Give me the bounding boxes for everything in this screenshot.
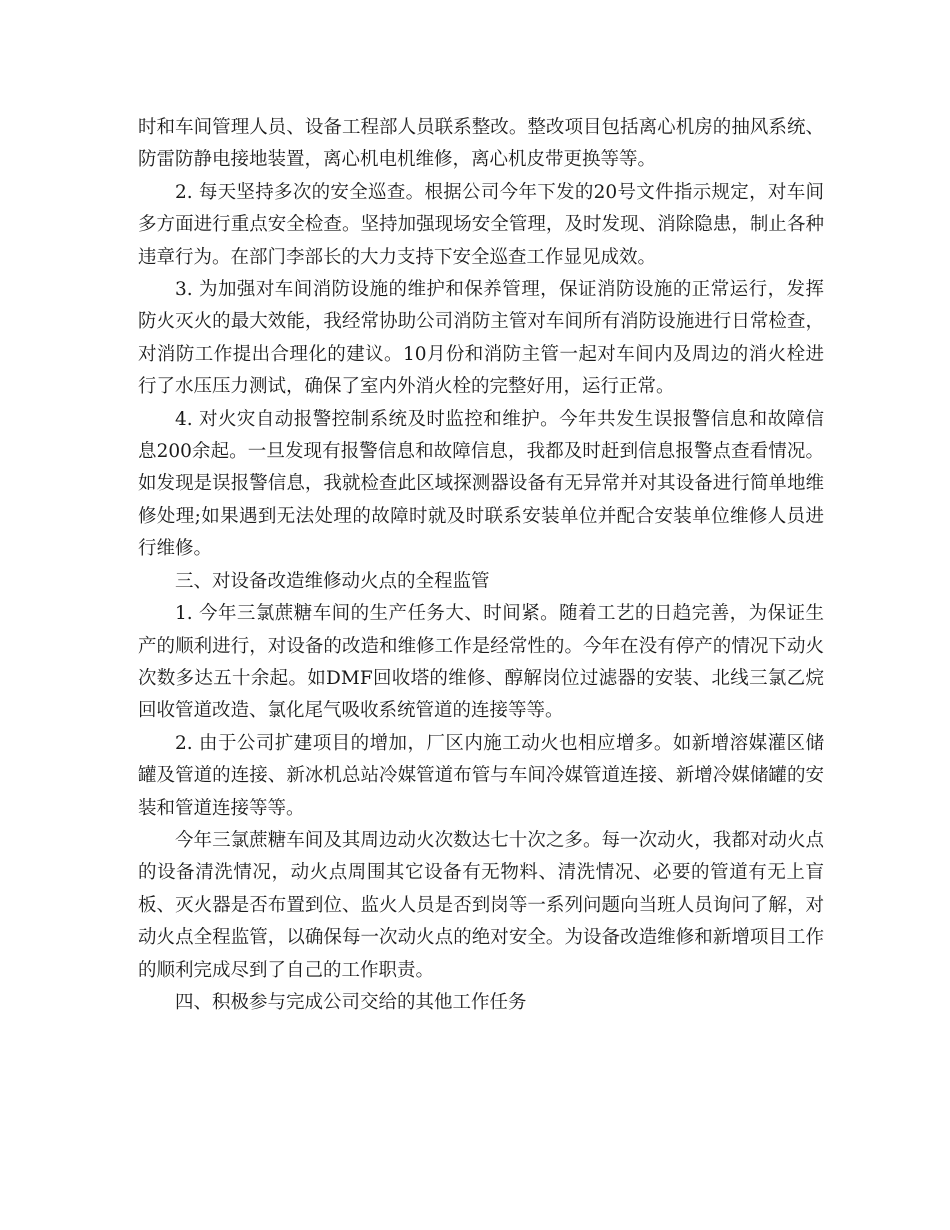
paragraph-safety-patrol: 2. 每天坚持多次的安全巡查。根据公司今年下发的20号文件指示规定，对车间多方面进行重点安全检查。坚持加强现场安全管理，及时发现、消除隐患，制止各种违章行为。在部门李部长的大力支持下安全巡查工作显见成效。 (138, 181, 824, 268)
paragraph-alarm-system: 4. 对火灾自动报警控制系统及时监控和维护。今年共发生误报警信息和故障信息200余起。一旦发现有报警信息和故障信息，我都及时赶到信息报警点查看情况。如发现是误报警信息，我就检查此区域探测器设备有无异常并对其设备进行简单地维修处理;如果遇到无法处理的故障时就及时联系安装单位并配合安装单位维修人员进行维修。 (138, 408, 824, 560)
section-heading-hot-work: 三、对设备改造维修动火点的全程监管 (175, 570, 490, 592)
paragraph-fire-facilities: 3. 为加强对车间消防设施的维护和保养管理，保证消防设施的正常运行，发挥防火灭火的最大效能，我经常协助公司消防主管对车间所有消防设施进行日常检查，对消防工作提出合理化的建议。10月份和消防主管一起对车间内及周边的消火栓进行了水压压力测试，确保了室内外消火栓的完整好用，运行正常。 (138, 279, 824, 398)
paragraph-continuation: 时和车间管理人员、设备工程部人员联系整改。整改项目包括离心机房的抽风系统、防雷防静电接地装置，离心机电机维修，离心机皮带更换等等。 (138, 117, 824, 171)
paragraph-production-tasks: 1. 今年三氯蔗糖车间的生产任务大、时间紧。随着工艺的日趋完善，为保证生产的顺利进行，对设备的改造和维修工作是经常性的。今年在没有停产的情况下动火次数多达五十余起。如DMF回收塔的维修、醇解岗位过滤器的安装、北线三氯乙烷回收管道改造、氯化尾气吸收系统管道的连接等等。 (138, 603, 824, 722)
section-heading-other-tasks: 四、积极参与完成公司交给的其他工作任务 (175, 991, 527, 1013)
paragraph-expansion-projects: 2. 由于公司扩建项目的增加，厂区内施工动火也相应增多。如新增溶媒灌区储罐及管道的连接、新冰机总站冷媒管道布管与车间冷媒管道连接、新增冷媒储罐的安装和管道连接等等。 (138, 732, 824, 819)
paragraph-hot-work-summary: 今年三氯蔗糖车间及其周边动火次数达七十次之多。每一次动火，我都对动火点的设备清洗情况，动火点周围其它设备有无物料、清洗情况、必要的管道有无上盲板、灭火器是否布置到位、监火人员是否到岗等一系列问题向当班人员询问了解，对动火点全程监管，以确保每一次动火点的绝对安全。为设备改造维修和新增项目工作的顺利完成尽到了自己的工作职责。 (138, 829, 824, 981)
document-body (138, 112, 824, 1019)
